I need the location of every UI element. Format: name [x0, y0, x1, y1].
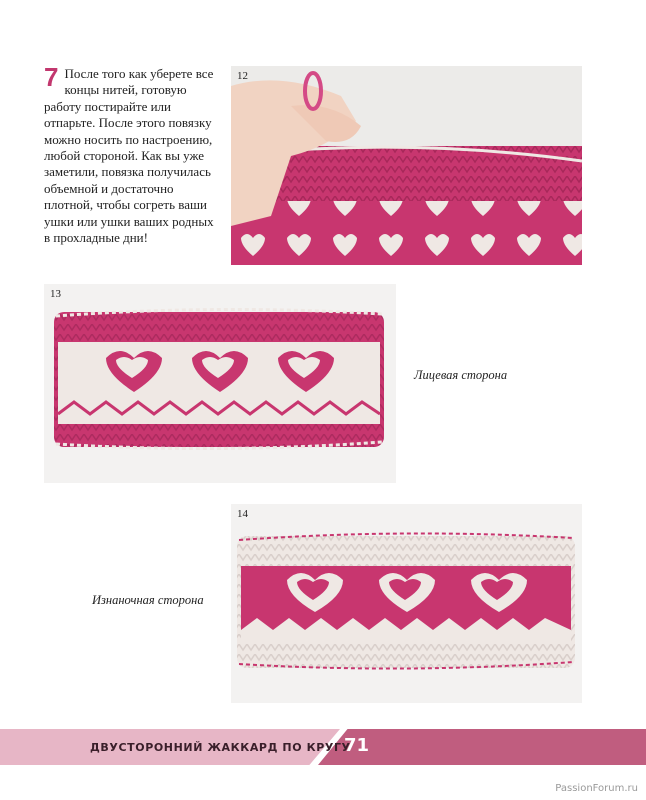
photo-number: 14	[237, 508, 248, 520]
footer-section-title: ДВУСТОРОННИЙ ЖАККАРД ПО КРУГУ	[90, 741, 351, 754]
photo-12	[231, 66, 582, 265]
photo-14	[231, 504, 582, 703]
caption-front-side: Лицевая сторона	[414, 368, 508, 382]
knitting-finish-illustration	[231, 66, 582, 265]
photo-number: 12	[237, 70, 248, 82]
caption-back-side: Изнаночная сторона	[92, 593, 204, 607]
step-text: После того как уберете все концы нитей, готовую работу постирайте или отпарьте. После этого повязку можно носить по настроению, любой стороной. Как вы уже заметили, повязка получилась объемной и достаточно плотной, чтобы согреть ваши ушки или ушки ваших родных в прохладные дни!	[44, 66, 214, 246]
watermark: PassionForum.ru	[555, 783, 638, 794]
page-number: 71	[344, 735, 370, 756]
photo-number: 13	[50, 288, 61, 300]
step-number: 7	[44, 62, 59, 92]
step-7-block	[44, 62, 222, 246]
photo-13	[44, 284, 396, 483]
headband-front-illustration	[44, 284, 396, 483]
headband-back-illustration	[231, 504, 582, 703]
